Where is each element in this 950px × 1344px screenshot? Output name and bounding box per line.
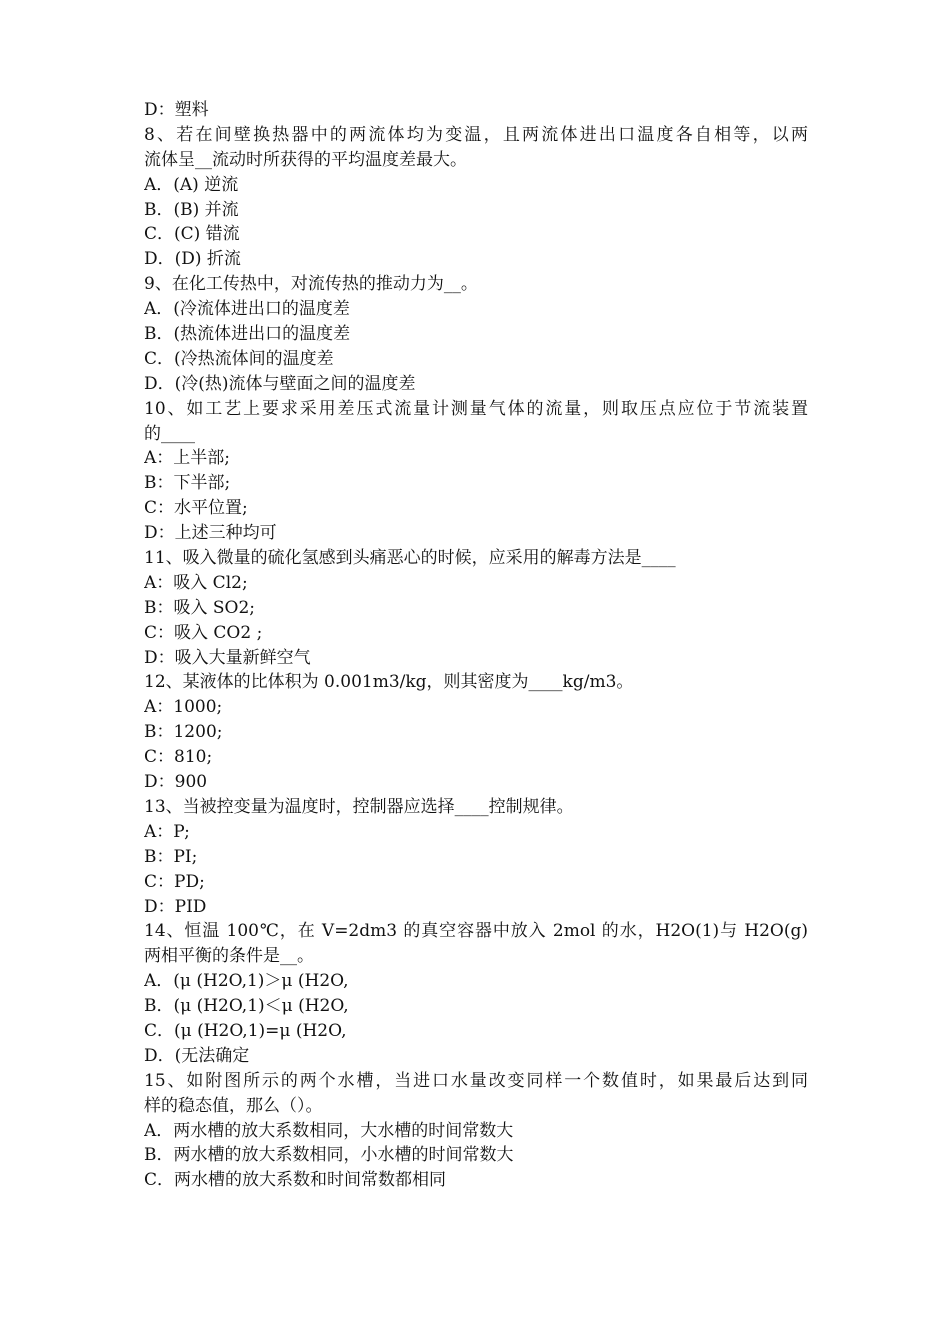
text-line: A．(μ (H2O,1)＞μ (H2O, (144, 971, 349, 992)
text-line: A：P; (144, 821, 190, 842)
text-line: 的____ (144, 423, 195, 444)
text-line: C．两水槽的放大系数和时间常数都相同 (144, 1170, 447, 1191)
text-line: 9、在化工传热中，对流传热的推动力为__。 (144, 274, 478, 295)
text-line: 8、若在间壁换热器中的两流体均为变温，且两流体进出口温度各自相等，以两 (144, 124, 808, 145)
text-line: B．(B) 并流 (144, 199, 239, 220)
text-line: D．(D) 折流 (144, 249, 241, 270)
text-line: A：吸入 Cl2; (144, 572, 248, 593)
text-line: A．两水槽的放大系数相同，大水槽的时间常数大 (144, 1120, 514, 1141)
text-line: 两相平衡的条件是__。 (144, 946, 314, 967)
question-text-body (144, 98, 808, 1193)
text-line: D：PID (144, 896, 207, 917)
text-line: B：吸入 SO2; (144, 597, 256, 618)
text-line: A：上半部; (144, 448, 231, 469)
text-line: C：吸入 CO2 ; (144, 622, 263, 643)
text-line: B：PI; (144, 846, 198, 867)
text-line: 11、吸入微量的硫化氢感到头痛恶心的时候，应采用的解毒方法是____ (144, 548, 676, 569)
text-line: D：900 (144, 772, 208, 793)
text-line: D．(冷(热)流体与壁面之间的温度差 (144, 373, 416, 394)
text-line: B．(μ (H2O,1)＜μ (H2O, (144, 996, 349, 1017)
text-line: 14、恒温 100℃，在 V=2dm3 的真空容器中放入 2mol 的水，H2O(1)与 H2O(g) (144, 921, 808, 942)
text-line: C：810; (144, 747, 213, 768)
text-line: 13、当被控变量为温度时，控制器应选择____控制规律。 (144, 796, 574, 817)
text-line: C．(μ (H2O,1)=μ (H2O, (144, 1020, 347, 1041)
text-line: 12、某液体的比体积为 0.001m3/kg，则其密度为____kg/m3。 (144, 672, 634, 693)
text-line: 15、如附图所示的两个水槽，当进口水量改变同样一个数值时，如果最后达到同 (144, 1070, 808, 1091)
text-line: C．(C) 错流 (144, 224, 240, 245)
text-line: 样的稳态值，那么（）。 (144, 1095, 323, 1116)
text-line: A．(A) 逆流 (144, 174, 239, 195)
text-line: B：1200; (144, 722, 223, 743)
text-line: C．(冷热流体间的温度差 (144, 348, 334, 369)
text-line: C：水平位置; (144, 498, 248, 519)
text-line: A：1000; (144, 697, 223, 718)
text-line: C：PD; (144, 871, 205, 892)
text-line: 流体呈__流动时所获得的平均温度差最大。 (144, 149, 467, 170)
text-line: B．两水槽的放大系数相同，小水槽的时间常数大 (144, 1145, 514, 1166)
text-line: B：下半部; (144, 473, 231, 494)
text-line: 10、如工艺上要求采用差压式流量计测量气体的流量，则取压点应位于节流装置 (144, 398, 808, 419)
text-line: B．(热流体进出口的温度差 (144, 324, 351, 345)
text-line: D．(无法确定 (144, 1045, 250, 1066)
text-line: D：吸入大量新鲜空气 (144, 647, 311, 668)
text-line: D：塑料 (144, 100, 209, 120)
text-line: A．(冷流体进出口的温度差 (144, 299, 350, 320)
text-line: D：上述三种均可 (144, 523, 277, 544)
